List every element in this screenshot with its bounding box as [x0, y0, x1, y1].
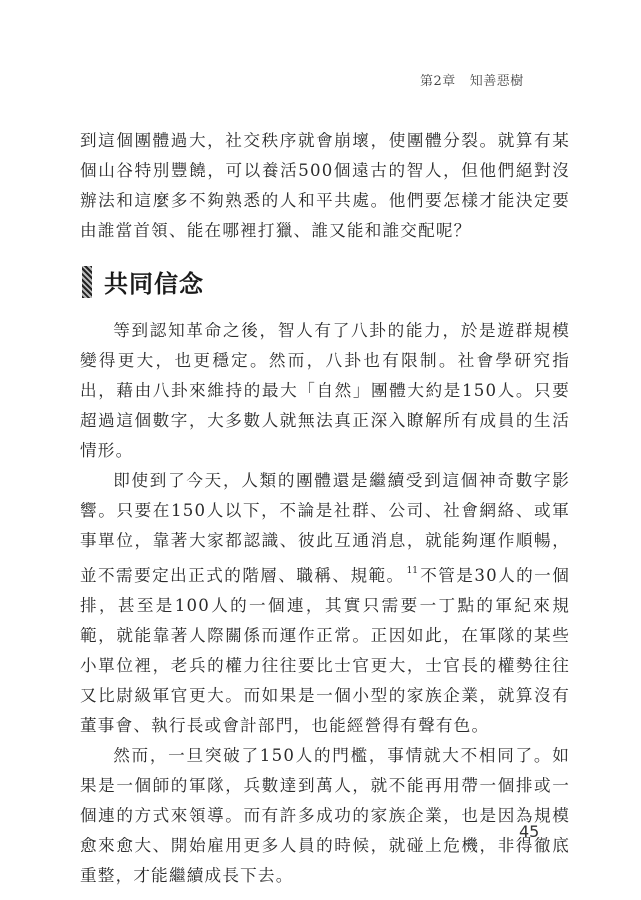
footnote-ref[interactable]: 11	[406, 566, 419, 576]
section-heading	[82, 264, 204, 299]
chapter-title: 知善惡樹	[469, 74, 524, 89]
intro-paragraph: 到這個團體過大，社交秩序就會崩壞，使團體分裂。就算有某個山谷特別豐饒，可以養活500個遠古的智人，但他們絕對沒辦法和這麼多不夠熟悉的人和平共處。他們要怎樣才能決定要由誰當首領、能在哪裡打獵、誰又能和誰交配呢？	[80, 131, 570, 240]
section-body	[80, 316, 570, 891]
heading-bar-icon	[82, 266, 92, 298]
page-number: 45	[519, 822, 540, 841]
paragraph-1: 等到認知革命之後，智人有了八卦的能力，於是遊群規模變得更大，也更穩定。然而，八卦也有限制。社會學研究指出，藉由八卦來維持的最大「自然」團體大約是150人。只要超過這個數字，大多數人就無法真正深入瞭解所有成員的生活情形。	[80, 321, 570, 460]
paragraph-2	[80, 466, 570, 741]
paragraph-2-part-1: 即使到了今天，人類的團體還是繼續受到這個神奇數字影響。只要在150人以下，不論是社群、公司、社會網絡、或軍事單位，靠著大家都認識、彼此互通消息，就能夠運作順暢，並不需要定出正式的階層、職稱、規範。	[80, 471, 570, 585]
chapter-number: 第2章	[420, 74, 456, 89]
section-heading-text: 共同信念	[104, 270, 204, 298]
paragraph-2-part-2: 不管是30人的一個排，甚至是100人的一個連，其實只需要一丁點的軍紀來規範，就能靠著人際關係而運作正常。正因如此，在軍隊的某些小單位裡，老兵的權力往往要比士官更大，士官長的權勢往往又比尉級軍官更大。而如果是一個小型的家族企業，就算沒有董事會、執行長或會計部門，也能經營得有聲有色。	[80, 566, 570, 735]
paragraph-3: 然而，一旦突破了150人的門檻，事情就大不相同了。如果是一個師的軍隊，兵數達到萬人，就不能再用帶一個排或一個連的方式來領導。而有許多成功的家族企業，也是因為規模愈來愈大、開始雇用更多人員的時候，就碰上危機，非得徹底重整，才能繼續成長下去。	[80, 746, 570, 885]
running-head	[420, 70, 580, 89]
intro-text-block	[80, 126, 570, 246]
